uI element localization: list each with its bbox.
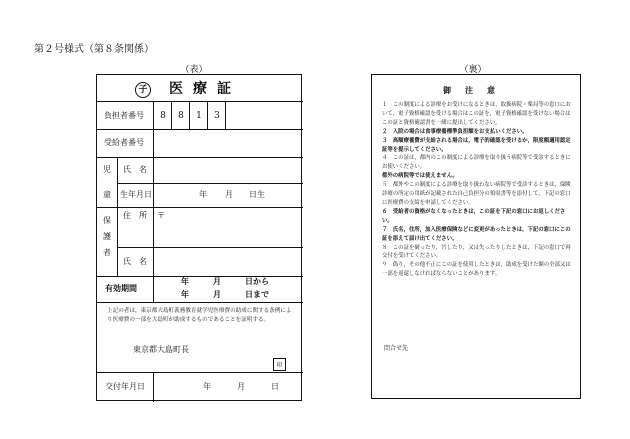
validity-to-year: 年 — [181, 290, 189, 299]
birthdate-day: 日生 — [249, 190, 265, 199]
note-item: ３ 高額療養費が支給される場合は，電子的確認を受けるか，限度額適用認定証等を提示してください。 — [382, 137, 571, 153]
birthdate-month: 月 — [225, 190, 233, 199]
notes-title: 御注意 — [443, 85, 509, 95]
note-item: 都外の病院等では使えません。 — [382, 173, 458, 180]
issuer-name: 東京都大島町長 — [133, 345, 189, 354]
guardian-group-label: 保 — [103, 216, 111, 225]
note-item: １ この制度による診療をお受けになるときは，取扱病院・薬局等の窓口において，電子資格確認を受ける場合はこの証を，電子資格確認を受けない場合はこの証と資格確認書を一緒に提出してください。 — [382, 102, 571, 126]
birthdate-year: 年 — [199, 190, 207, 199]
note-item: ４ この証は，都内のこの制度による診療を取り扱う病院等で受診するときにお使いください。 — [382, 155, 571, 171]
validity-to-day: 日まで — [245, 290, 269, 299]
note-item: ２ 入院の場合は食事療養標準負担額をお支払いください。 — [382, 128, 528, 135]
card-title: 医療証 — [169, 81, 241, 97]
front-side-label: （表） — [180, 65, 208, 75]
validity-to-month: 月 — [213, 290, 221, 299]
validity-from-month: 月 — [213, 277, 221, 286]
birthdate-label: 生年月日 — [120, 190, 152, 199]
issue-date-month: 月 — [237, 382, 245, 391]
validity-from-year: 年 — [181, 277, 189, 286]
payer-number-label: 負担者番号 — [104, 111, 144, 120]
note-item: ６ 受給者の資格がなくなったときは，この証を下記の窓口にお返しください。 — [382, 208, 566, 224]
postal-mark: 〒 — [157, 211, 165, 220]
guardian-group-label: 者 — [103, 248, 111, 257]
recipient-number-label: 受給者番号 — [104, 138, 144, 147]
validity-from-day: 日から — [245, 277, 269, 286]
issue-date-day: 日 — [271, 382, 279, 391]
note-item: ５ 都外やこの制度による診療を取り扱わない病院等で受診するときは，保険診療の所定の用紙が記載された自己負担分の領収書等を添付して，下記の窓口に医療費の支給を申請してください。 — [382, 182, 571, 206]
back-side-label: （裏） — [459, 65, 487, 75]
payer-digit: 8 — [160, 111, 166, 121]
payer-digit: 1 — [196, 111, 202, 121]
payer-digit: 8 — [178, 111, 184, 121]
validity-label: 有効期間 — [105, 284, 137, 293]
notes-list — [382, 101, 574, 279]
child-group-label: 児 — [103, 165, 111, 174]
child-name-label: 氏 名 — [123, 165, 147, 174]
note-item: ７ 氏名，住所，加入医療保険などに変更があったときは，下記の窓口にこの証を添えて届け出てください。 — [382, 226, 571, 242]
issue-date-label: 交付年月日 — [105, 382, 145, 391]
guardian-group-label: 護 — [103, 232, 111, 241]
payer-digit: 3 — [214, 111, 220, 121]
front-card — [96, 74, 302, 401]
child-group-label: 童 — [103, 190, 111, 199]
child-mark-icon: 子 — [135, 82, 151, 98]
seal-box: 印 — [273, 358, 286, 371]
issue-date-year: 年 — [203, 382, 211, 391]
guardian-name-label: 氏 名 — [123, 257, 147, 266]
note-item: ８ この証を破ったり，汚したり，又は失ったりしたときは，下記の窓口で再交付を受けてください。 — [382, 244, 571, 260]
address-label: 住 所 — [123, 211, 147, 220]
back-card — [371, 74, 581, 399]
contact-label: 問合せ先 — [384, 345, 409, 352]
form-title: 第２号様式（第８条関係） — [34, 44, 154, 55]
note-item: ９ 偽り，その他不正にこの証を使用したときは，助成を受けた額の全部又は一部を返還しなければならないことがあります。 — [382, 262, 571, 278]
certification-notice: 上記の者は，東京都大島町義務教育就学児医療費の助成に関する条例により医療費の一部を大島町が助成するものであることを証明する。 — [107, 308, 292, 323]
